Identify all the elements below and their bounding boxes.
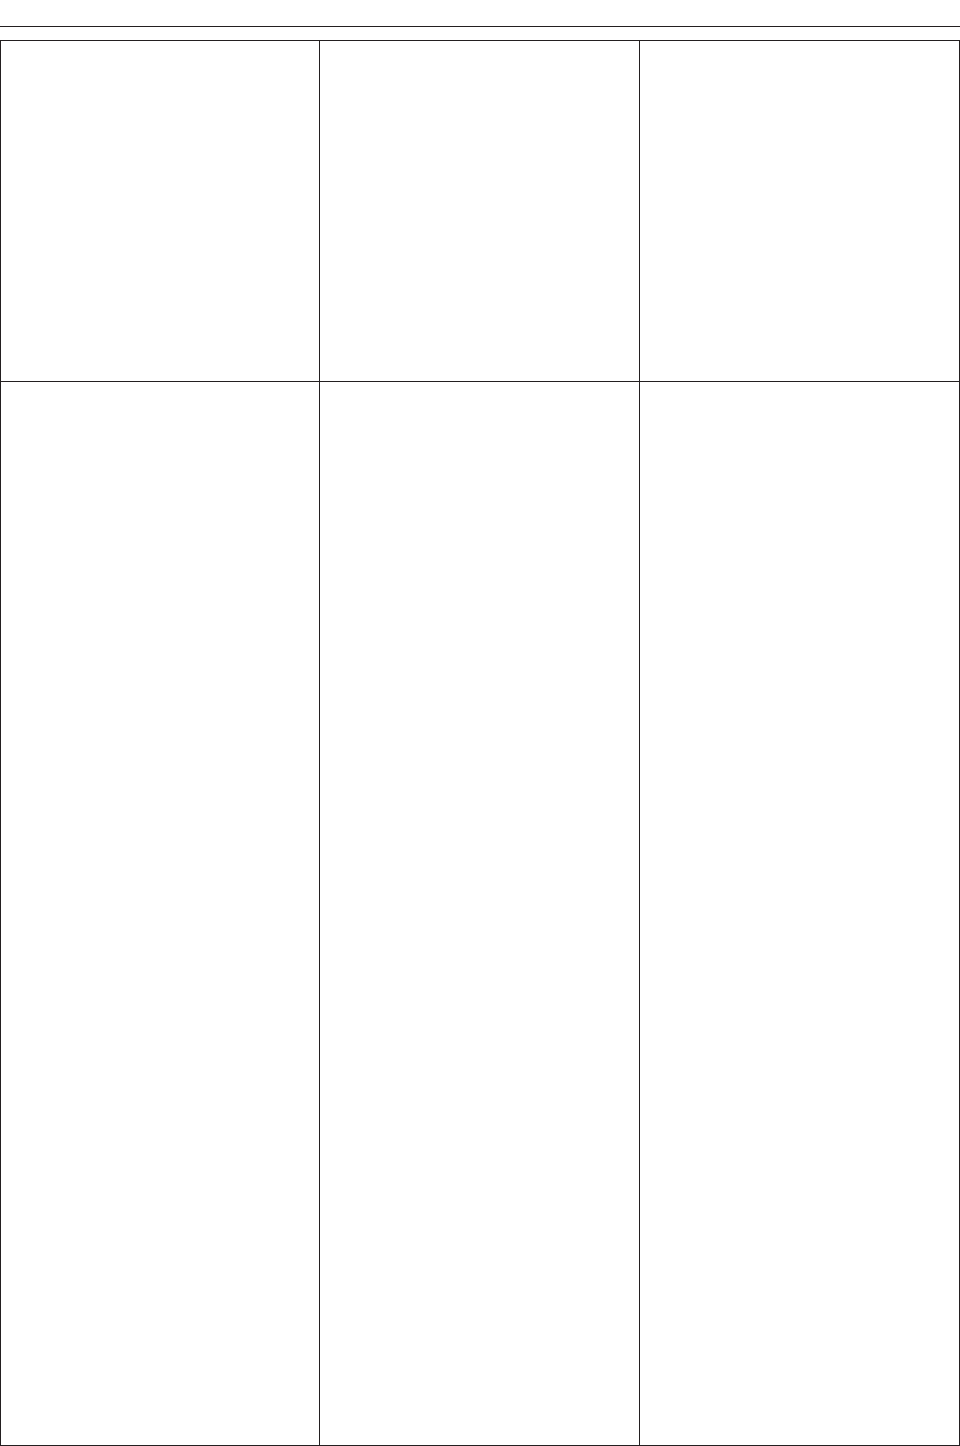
column-divider-1: [319, 40, 320, 1445]
page-header: [0, 0, 960, 27]
column-divider-2: [639, 40, 640, 1445]
row-divider: [0, 381, 960, 382]
table-frame: [0, 40, 960, 1446]
